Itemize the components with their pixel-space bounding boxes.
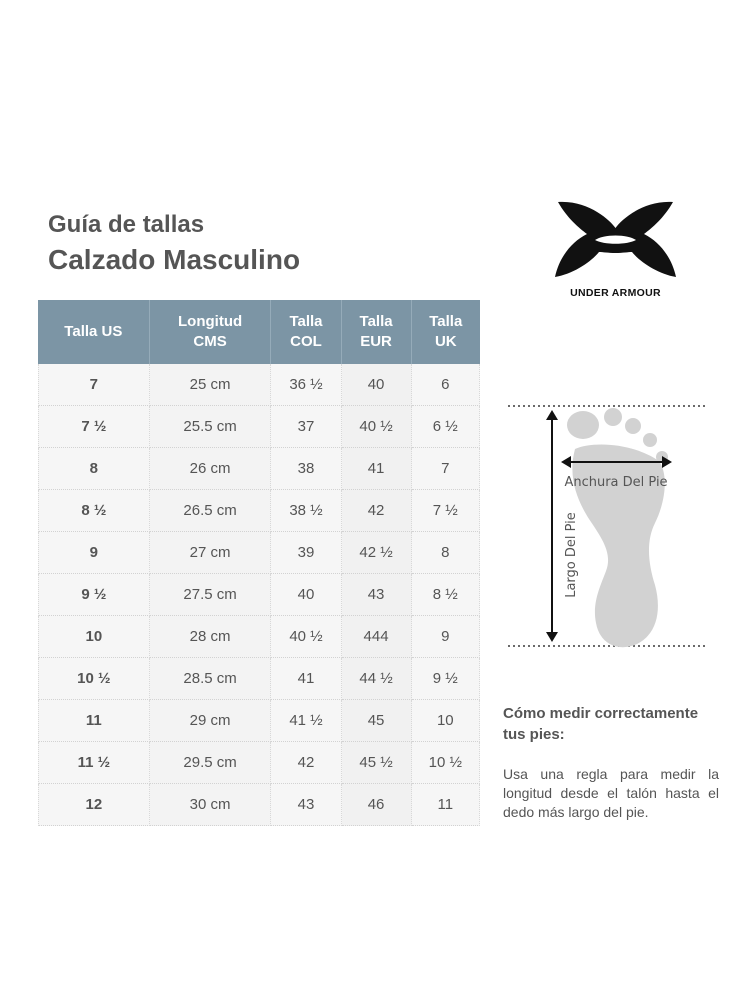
- table-cell: 37: [271, 406, 341, 448]
- table-cell: 41: [342, 448, 412, 490]
- brand-logo: [548, 200, 683, 305]
- table-cell: 25 cm: [150, 364, 272, 406]
- table-cell: 8: [38, 448, 150, 490]
- table-cell: 10: [412, 700, 480, 742]
- table-cell: 46: [342, 784, 412, 826]
- table-cell: 10 ½: [412, 742, 480, 784]
- table-row: [38, 364, 480, 406]
- page-subtitle: Calzado Masculino: [48, 244, 301, 275]
- table-header-row: [38, 300, 480, 364]
- table-cell: 28.5 cm: [150, 658, 272, 700]
- column-header-line: Talla: [289, 313, 323, 330]
- table-row: [38, 574, 480, 616]
- table-cell: 9: [38, 532, 150, 574]
- table-cell: 28 cm: [150, 616, 272, 658]
- table-cell: 42: [271, 742, 341, 784]
- size-table: [38, 300, 480, 826]
- table-cell: 44 ½: [342, 658, 412, 700]
- table-cell: 29 cm: [150, 700, 272, 742]
- table-cell: 41: [271, 658, 341, 700]
- table-cell: 42: [342, 490, 412, 532]
- table-cell: 38 ½: [271, 490, 341, 532]
- table-row: [38, 448, 480, 490]
- column-header: [412, 300, 480, 364]
- table-cell: 27 cm: [150, 532, 272, 574]
- table-cell: 38: [271, 448, 341, 490]
- foot-diagram: [505, 395, 715, 655]
- table-cell: 8 ½: [38, 490, 150, 532]
- table-cell: 26.5 cm: [150, 490, 272, 532]
- table-cell: 7: [38, 364, 150, 406]
- table-cell: 6: [412, 364, 480, 406]
- table-cell: 27.5 cm: [150, 574, 272, 616]
- table-cell: 9 ½: [38, 574, 150, 616]
- foot-outline-icon: [505, 395, 715, 655]
- table-row: [38, 658, 480, 700]
- length-label: Largo Del Pie: [564, 512, 579, 598]
- table-cell: 26 cm: [150, 448, 272, 490]
- column-header: [271, 300, 341, 364]
- column-header-line: Talla: [359, 313, 393, 330]
- table-cell: 7 ½: [412, 490, 480, 532]
- table-row: [38, 532, 480, 574]
- table-cell: 30 cm: [150, 784, 272, 826]
- instructions-body: Usa una regla para medir la longitud desde el talón hasta el dedo más largo del pie.: [503, 766, 719, 820]
- table-row: [38, 784, 480, 826]
- table-cell: 45 ½: [342, 742, 412, 784]
- column-header-line: Talla US: [64, 323, 123, 340]
- table-cell: 8: [412, 532, 480, 574]
- brand-name: UNDER ARMOUR: [570, 287, 661, 299]
- table-cell: 25.5 cm: [150, 406, 272, 448]
- table-body: [38, 364, 480, 826]
- measuring-instructions: [503, 703, 719, 822]
- table-cell: 10 ½: [38, 658, 150, 700]
- table-cell: 7 ½: [38, 406, 150, 448]
- column-header-line: EUR: [360, 333, 392, 350]
- table-cell: 43: [342, 574, 412, 616]
- column-header: [150, 300, 272, 364]
- table-cell: 444: [342, 616, 412, 658]
- table-cell: 10: [38, 616, 150, 658]
- table-cell: 45: [342, 700, 412, 742]
- page-title: Guía de tallas: [48, 211, 205, 238]
- table-cell: 12: [38, 784, 150, 826]
- table-row: [38, 742, 480, 784]
- table-cell: 6 ½: [412, 406, 480, 448]
- table-cell: 9: [412, 616, 480, 658]
- instructions-title: Cómo medir correctamente tus pies:: [503, 705, 699, 743]
- table-row: [38, 700, 480, 742]
- table-cell: 43: [271, 784, 341, 826]
- column-header-line: Longitud: [178, 313, 243, 330]
- table-cell: 9 ½: [412, 658, 480, 700]
- table-cell: 8 ½: [412, 574, 480, 616]
- column-header: [38, 300, 150, 364]
- table-cell: 40 ½: [271, 616, 341, 658]
- table-row: [38, 406, 480, 448]
- table-cell: 42 ½: [342, 532, 412, 574]
- table-cell: 11: [38, 700, 150, 742]
- table-cell: 11: [412, 784, 480, 826]
- column-header-line: CMS: [193, 333, 227, 350]
- table-cell: 11 ½: [38, 742, 150, 784]
- table-cell: 40 ½: [342, 406, 412, 448]
- under-armour-logo-icon: [548, 200, 683, 282]
- width-label: Anchura Del Pie: [564, 475, 668, 490]
- table-row: [38, 490, 480, 532]
- table-cell: 41 ½: [271, 700, 341, 742]
- column-header-line: UK: [434, 333, 457, 350]
- column-header: [342, 300, 412, 364]
- table-cell: 36 ½: [271, 364, 341, 406]
- column-header-line: COL: [290, 333, 322, 350]
- table-cell: 29.5 cm: [150, 742, 272, 784]
- table-cell: 40: [342, 364, 412, 406]
- table-cell: 39: [271, 532, 341, 574]
- table-cell: 7: [412, 448, 480, 490]
- column-header-line: Talla: [429, 313, 463, 330]
- table-cell: 40: [271, 574, 341, 616]
- table-row: [38, 616, 480, 658]
